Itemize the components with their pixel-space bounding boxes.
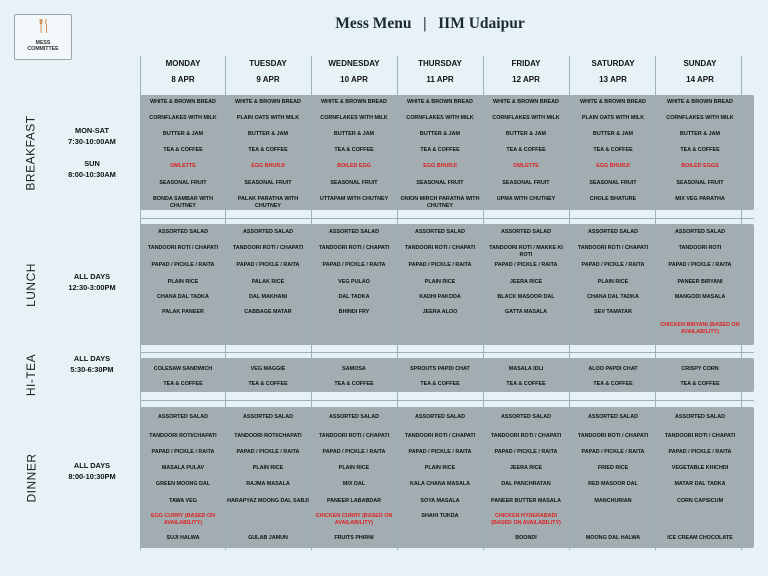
menu-item: TEA & COFFEE <box>163 147 203 153</box>
menu-item: BLACK MASOOR DAL <box>497 294 555 300</box>
menu-item: ICE CREAM CHOCOLATE <box>667 535 733 541</box>
day-name: THURSDAY <box>418 59 462 68</box>
menu-item: MASALA PULAV <box>161 465 205 471</box>
menu-item: TEA & COFFEE <box>506 147 546 153</box>
menu-item: BUTTER & JAM <box>162 131 204 137</box>
day-date: 9 APR <box>256 75 280 84</box>
menu-item: TANDOORI ROTI/CHAPATI <box>234 433 302 439</box>
meal-label <box>14 224 48 345</box>
menu-item: CABBAGE MATAR <box>244 309 292 315</box>
menu-item: SOYA MASALA <box>420 498 460 504</box>
menu-item: GREEN MOONG DAL <box>155 481 211 487</box>
menu-item: PAPAD / PICKLE / RAITA <box>236 449 300 455</box>
logo-line-2: COMMITTEE <box>27 46 59 52</box>
menu-item: TEA & COFFEE <box>593 147 633 153</box>
row-divider <box>140 352 754 353</box>
menu-item: ASSORTED SALAD <box>414 229 466 235</box>
menu-item: WHITE & BROWN BREAD <box>493 99 559 105</box>
menu-item: SEASONAL FRUIT <box>589 180 637 186</box>
menu-item: PAPAD / PICKLE / RAITA <box>494 449 558 455</box>
meal-timing: 8:00-10:30PM <box>68 472 116 481</box>
menu-item: MIX VEG PARATHA <box>675 196 725 202</box>
column-divider <box>569 56 570 550</box>
menu-item: BONDA SAMBAR WITH CHUTNEY <box>153 196 213 209</box>
menu-item: MANCHURIAN <box>594 498 632 504</box>
menu-item: FRIED RICE <box>597 465 629 471</box>
menu-item: PLAIN RICE <box>597 279 629 285</box>
row-divider <box>140 400 754 401</box>
menu-item: ALOO PAPDI CHAT <box>588 366 638 372</box>
menu-item: PAPAD / PICKLE / RAITA <box>668 262 732 268</box>
menu-item: PLAIN OATS WITH MILK <box>236 115 300 121</box>
meal-timing: MON-SAT <box>75 126 109 135</box>
meal-name: HI-TEA <box>24 353 38 397</box>
day-header <box>141 56 225 88</box>
menu-item: BUTTER & JAM <box>333 131 375 137</box>
menu-item: GATTA MASALA <box>504 309 548 315</box>
menu-item: JEERA ALOO <box>422 309 458 315</box>
menu-item: BHINDI FRY <box>338 309 370 315</box>
menu-item: TANDOORI ROTI / CHAPATI <box>318 245 390 251</box>
menu-item: TANDOORI ROTI/CHAPATI <box>149 433 217 439</box>
menu-item: WHITE & BROWN BREAD <box>580 99 646 105</box>
menu-item: CORNFLAKES WITH MILK <box>492 115 560 121</box>
menu-item: PAPAD / PICKLE / RAITA <box>151 262 215 268</box>
menu-item: RAJMA MASALA <box>246 481 290 487</box>
menu-item: SPROUTS PAPDI CHAT <box>410 366 470 372</box>
menu-item: CHICKEN HYDERABADI (BASED ON AVAILABILITY) <box>491 513 561 526</box>
menu-item: ASSORTED SALAD <box>500 229 552 235</box>
menu-item: CRISPY CORN <box>681 366 719 372</box>
day-header <box>658 56 742 88</box>
menu-item: RED MASOOR DAL <box>588 481 638 487</box>
meal-name: DINNER <box>24 452 39 503</box>
menu-item: JEERA RICE <box>509 465 543 471</box>
menu-item: BUTTER & JAM <box>419 131 461 137</box>
menu-item: PAPAD / PICKLE / RAITA <box>494 262 558 268</box>
menu-item: SUJI HALWA <box>166 535 200 541</box>
menu-item: DAL TADKA <box>338 294 370 300</box>
menu-item: TEA & COFFEE <box>420 147 460 153</box>
menu-item: WHITE & BROWN BREAD <box>235 99 301 105</box>
logo-line-1: MESS <box>35 40 51 46</box>
menu-item: ONION MIRCH PARATHA WITH CHUTNEY <box>400 196 480 209</box>
menu-item: WHITE & BROWN BREAD <box>150 99 216 105</box>
menu-item: MOONG DAL HALWA <box>585 535 641 541</box>
menu-item: TANDOORI ROTI / CHAPATI <box>147 245 219 251</box>
menu-item: TEA & COFFEE <box>506 381 546 387</box>
column-divider <box>655 56 656 550</box>
menu-item: TANDOORI ROTI / MAKKE KI ROTI <box>489 245 563 258</box>
menu-item: BUTTER & JAM <box>679 131 721 137</box>
menu-item: SAMOSA <box>342 366 366 372</box>
menu-item: WHITE & BROWN BREAD <box>321 99 387 105</box>
menu-item: TEA & COFFEE <box>334 381 374 387</box>
menu-item: CHANA DAL TADKA <box>157 294 209 300</box>
menu-item: TEA & COFFEE <box>680 381 720 387</box>
menu-item: VEGETABLE KHICHDI <box>671 465 729 471</box>
menu-item: TEA & COFFEE <box>248 381 288 387</box>
menu-item: VEG MAGGIE <box>250 366 286 372</box>
menu-item: SEASONAL FRUIT <box>330 180 378 186</box>
menu-item: OMLETTE <box>170 163 196 169</box>
menu-item: JEERA RICE <box>509 279 543 285</box>
day-date: 14 APR <box>686 75 714 84</box>
menu-item: TANDOORI ROTI <box>678 245 722 251</box>
menu-item: TANDOORI ROTI / CHAPATI <box>232 245 304 251</box>
menu-item: BOONDI <box>515 535 537 541</box>
menu-item: MIX DAL <box>342 481 366 487</box>
menu-item: SHAHI TUKDA <box>421 513 459 519</box>
menu-item: DAL MAKHANI <box>249 294 287 300</box>
menu-item: KALA CHANA MASALA <box>409 481 471 487</box>
day-header <box>484 56 568 88</box>
menu-item: PLAIN RICE <box>424 279 456 285</box>
day-date: 11 APR <box>426 75 454 84</box>
menu-item: MANGODI MASALA <box>674 294 726 300</box>
menu-item: ASSORTED SALAD <box>157 414 209 420</box>
menu-item: MATAR DAL TADKA <box>674 481 726 487</box>
menu-item: CORNFLAKES WITH MILK <box>320 115 388 121</box>
menu-item: TEA & COFFEE <box>334 147 374 153</box>
meal-name: BREAKFAST <box>24 114 38 191</box>
menu-item: SEASONAL FRUIT <box>676 180 724 186</box>
menu-item: PAPAD / PICKLE / RAITA <box>581 262 645 268</box>
menu-item: ASSORTED SALAD <box>328 229 380 235</box>
menu-item: TANDOORI ROTI / CHAPATI <box>577 433 649 439</box>
menu-item: TEA & COFFEE <box>163 381 203 387</box>
menu-item: ASSORTED SALAD <box>587 229 639 235</box>
meal-timing: 12:30-3:00PM <box>68 283 116 292</box>
menu-item: CHANA DAL TADKA <box>587 294 639 300</box>
menu-item: BUTTER & JAM <box>592 131 634 137</box>
menu-item: TEA & COFFEE <box>420 381 460 387</box>
menu-item: SEV TAMATAR <box>594 309 632 315</box>
meal-timing: ALL DAYS <box>73 461 111 470</box>
menu-item: TANDOORI ROTI / CHAPATI <box>490 433 562 439</box>
menu-item: PLAIN RICE <box>424 465 456 471</box>
menu-item: PANEER BUTTER MASALA <box>491 498 561 504</box>
menu-item: PALAK PANEER <box>162 309 204 315</box>
meal-timing: ALL DAYS <box>73 354 111 363</box>
menu-item: EGG BHURJI <box>251 163 285 169</box>
day-name: WEDNESDAY <box>328 59 380 68</box>
menu-item: TEA & COFFEE <box>593 381 633 387</box>
menu-item: WHITE & BROWN BREAD <box>667 99 733 105</box>
menu-item: TEA & COFFEE <box>680 147 720 153</box>
menu-item: PAPAD / PICKLE / RAITA <box>151 449 215 455</box>
day-name: SATURDAY <box>591 59 635 68</box>
day-date: 12 APR <box>512 75 540 84</box>
menu-item: SEASONAL FRUIT <box>502 180 550 186</box>
menu-item: PALAK RICE <box>251 279 285 285</box>
menu-item: ASSORTED SALAD <box>157 229 209 235</box>
menu-item: ASSORTED SALAD <box>328 414 380 420</box>
menu-item: PANEER LABABDAR <box>326 498 382 504</box>
menu-item: COLESAW SANDWICH <box>153 366 213 372</box>
menu-item: TANDOORI ROTI / CHAPATI <box>577 245 649 251</box>
day-name: SUNDAY <box>683 59 717 68</box>
day-date: 10 APR <box>340 75 368 84</box>
menu-item: BOILED EGGS <box>681 163 719 169</box>
menu-item: PAPAD / PICKLE / RAITA <box>408 262 472 268</box>
menu-item: PAPAD / PICKLE / RAITA <box>408 449 472 455</box>
menu-item: CHOLE BHATURE <box>589 196 637 202</box>
menu-item: ASSORTED SALAD <box>674 414 726 420</box>
menu-item: GULAB JAMUN <box>248 535 288 541</box>
menu-item: CORN CAPSICUM <box>676 498 724 504</box>
menu-item: EGG BHURJI <box>596 163 630 169</box>
day-header <box>571 56 655 88</box>
menu-item: PAPAD / PICKLE / RAITA <box>668 449 732 455</box>
menu-item: SEASONAL FRUIT <box>244 180 292 186</box>
menu-item: PLAIN RICE <box>167 279 199 285</box>
meal-band-dinner <box>140 407 754 548</box>
day-date: 13 APR <box>599 75 627 84</box>
menu-item: ASSORTED SALAD <box>242 414 294 420</box>
menu-item: OMLETTE <box>513 163 539 169</box>
menu-item: MASALA IDLI <box>508 366 544 372</box>
menu-item: EGG BHURJI <box>423 163 457 169</box>
menu-item: KADHI PAKODA <box>419 294 461 300</box>
menu-item: FRUITS PHIRNI <box>334 535 374 541</box>
menu-item: PAPAD / PICKLE / RAITA <box>581 449 645 455</box>
menu-item: CORNFLAKES WITH MILK <box>149 115 217 121</box>
row-divider <box>140 218 754 219</box>
menu-item: DAL PANCHRATAN <box>501 481 551 487</box>
menu-item: TANDOORI ROTI / CHAPATI <box>404 245 476 251</box>
menu-item: EGG CURRY (BASED ON AVAILABILITY) <box>150 513 216 526</box>
menu-item: ASSORTED SALAD <box>414 414 466 420</box>
meal-label <box>14 95 48 210</box>
menu-item: TANDOORI ROTI / CHAPATI <box>318 433 390 439</box>
menu-item: TAWA VEG <box>169 498 197 504</box>
menu-item: PAPAD / PICKLE / RAITA <box>322 262 386 268</box>
menu-item: PALAK PARATHA WITH CHUTNEY <box>237 196 299 209</box>
meal-label <box>14 407 48 548</box>
menu-item: BOILED EGG <box>337 163 371 169</box>
menu-item: PAPAD / PICKLE / RAITA <box>322 449 386 455</box>
menu-item: VEG PULAO <box>338 279 370 285</box>
menu-item: ASSORTED SALAD <box>242 229 294 235</box>
day-header <box>398 56 482 88</box>
menu-item: UTTAPAM WITH CHUTNEY <box>319 196 389 202</box>
day-date: 8 APR <box>171 75 195 84</box>
page-title: Mess Menu | IIM Udaipur <box>335 15 525 32</box>
meal-name: LUNCH <box>24 262 38 307</box>
meal-timing: 8:00-10:30AM <box>68 170 116 179</box>
menu-item: ASSORTED SALAD <box>500 414 552 420</box>
menu-item: HARAPYAZ MOONG DAL SABJI <box>227 498 309 504</box>
menu-item: SEASONAL FRUIT <box>416 180 464 186</box>
menu-item: WHITE & BROWN BREAD <box>407 99 473 105</box>
day-name: MONDAY <box>165 59 201 68</box>
menu-item: TEA & COFFEE <box>248 147 288 153</box>
day-name: TUESDAY <box>249 59 287 68</box>
menu-item: SEASONAL FRUIT <box>159 180 207 186</box>
day-header <box>312 56 396 88</box>
meal-timing: SUN <box>84 159 100 168</box>
meal-timing: 7:30-10:00AM <box>68 137 116 146</box>
meal-timing: ALL DAYS <box>73 272 111 281</box>
day-header <box>226 56 310 88</box>
menu-item: UPMA WITH CHUTNEY <box>496 196 556 202</box>
menu-item: PANEER BIRYANI <box>677 279 723 285</box>
menu-item: ASSORTED SALAD <box>587 414 639 420</box>
menu-item: PAPAD / PICKLE / RAITA <box>236 262 300 268</box>
menu-item: TANDOORI ROTI / CHAPATI <box>404 433 476 439</box>
menu-item: TANDOORI ROTI / CHAPATI <box>664 433 736 439</box>
menu-item: CORNFLAKES WITH MILK <box>406 115 474 121</box>
menu-item: CORNFLAKES WITH MILK <box>666 115 734 121</box>
menu-item: PLAIN OATS WITH MILK <box>581 115 645 121</box>
menu-item: BUTTER & JAM <box>505 131 547 137</box>
menu-item: PLAIN RICE <box>338 465 370 471</box>
day-name: FRIDAY <box>511 59 541 68</box>
menu-item: BUTTER & JAM <box>247 131 289 137</box>
menu-item: PLAIN RICE <box>252 465 284 471</box>
menu-item: ASSORTED SALAD <box>674 229 726 235</box>
menu-item: CHICKEN CURRY (BASED ON AVAILABILITY) <box>315 513 393 526</box>
menu-item: CHICKEN BIRYANI (BASED ON AVAILABILITY) <box>660 322 740 335</box>
meal-timing: 5:30-6:30PM <box>70 365 114 374</box>
meal-label <box>14 350 48 400</box>
